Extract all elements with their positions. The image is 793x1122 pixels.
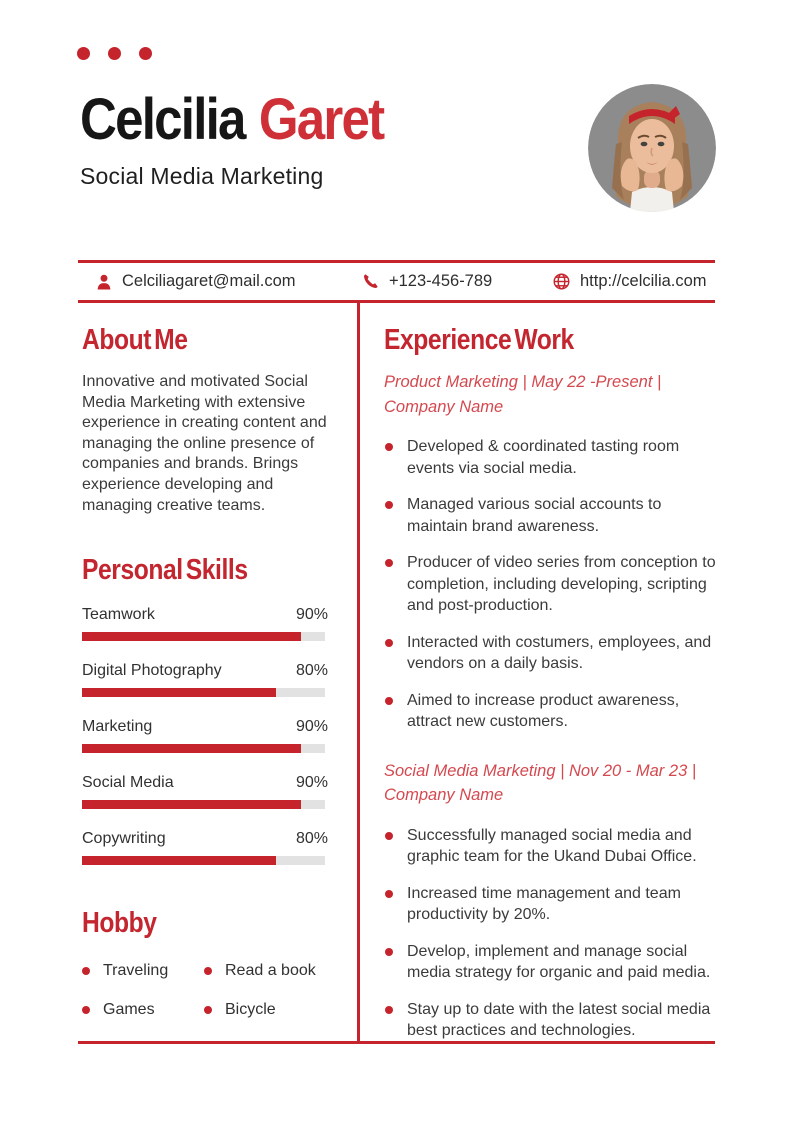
bullet-icon — [385, 443, 393, 451]
job-bullet — [384, 436, 720, 479]
bullet-icon — [385, 559, 393, 567]
bullet-text: Producer of video series from conception to completion, including developing, scripting and post-production. — [407, 554, 716, 614]
bullet-text: Developed & coordinated tasting room events via social media. — [407, 438, 680, 477]
column-divider — [357, 303, 360, 1041]
skill-label: Social Media — [82, 774, 174, 792]
bullet-icon — [385, 697, 393, 705]
hobby-label: Games — [103, 1001, 155, 1019]
skill-bar-fill — [82, 632, 301, 641]
job-bullet — [384, 494, 720, 537]
last-name: Garet — [258, 87, 384, 152]
bullet-icon — [82, 967, 90, 975]
skill-bar-track — [82, 856, 325, 865]
bullet-text: Managed various social accounts to maintain brand awareness. — [407, 496, 662, 535]
bullet-icon — [385, 832, 393, 840]
bullet-text: Aimed to increase product awareness, attract new customers. — [407, 691, 680, 730]
contact-website[interactable] — [552, 263, 707, 300]
job-bullet-list — [384, 436, 720, 733]
contact-bar — [78, 260, 715, 303]
bullet-text: Interacted with costumers, employees, and vendors on a daily basis. — [407, 633, 712, 672]
hobby-label: Read a book — [225, 962, 316, 980]
experience-entry — [384, 759, 720, 1042]
skill-value: 90% — [295, 718, 328, 736]
job-bullet — [384, 999, 720, 1042]
about-heading: About Me — [82, 324, 188, 356]
dot-icon — [77, 47, 90, 60]
skills-heading: Personal Skills — [82, 554, 248, 587]
bullet-text: Develop, implement and manage social media strategy for organic and paid media. — [407, 942, 711, 981]
about-text: Innovative and motivated Social Media Marketing with extensive experience in creating content and managing the online presence of companies and brands. Brings experience developing and managing creative teams. — [82, 373, 327, 514]
skill-bar-track — [82, 632, 325, 641]
phone-text: +123-456-789 — [389, 272, 493, 290]
job-subtitle: Social Media Marketing — [80, 162, 324, 189]
hobby-label: Traveling — [103, 962, 169, 980]
skill-row — [82, 718, 328, 753]
hobby-item — [204, 962, 328, 980]
person-icon — [94, 272, 113, 291]
resume-body — [78, 303, 715, 1044]
job-bullet-list — [384, 825, 720, 1042]
email-text: Celciliagaret@mail.com — [122, 272, 296, 290]
skill-bar-fill — [82, 744, 301, 753]
website-text: http://celcilia.com — [580, 272, 707, 290]
phone-icon — [361, 272, 380, 291]
bullet-icon — [204, 967, 212, 975]
skill-value: 90% — [295, 606, 328, 624]
bullet-text: Increased time management and team productivity by 20%. — [407, 884, 681, 923]
hobby-list — [82, 962, 328, 1019]
contact-email[interactable] — [94, 263, 296, 300]
skills-list — [82, 606, 328, 865]
job-bullet — [384, 632, 720, 675]
dot-icon — [108, 47, 121, 60]
hobby-heading: Hobby — [82, 907, 157, 940]
dot-icon — [139, 47, 152, 60]
job-title: Product Marketing | May 22 -Present | Company Name — [384, 373, 662, 416]
skill-value: 90% — [295, 774, 328, 792]
skill-label: Teamwork — [82, 606, 155, 624]
skill-label: Marketing — [82, 718, 153, 736]
skill-bar-fill — [82, 856, 276, 865]
skill-row — [82, 774, 328, 809]
profile-photo — [588, 84, 716, 212]
bullet-icon — [385, 948, 393, 956]
hobby-item — [82, 962, 204, 980]
skill-value: 80% — [295, 662, 328, 680]
skill-bar-fill — [82, 688, 276, 697]
experience-heading: Experience Work — [384, 324, 574, 356]
hobby-item — [82, 1001, 204, 1019]
hobby-label: Bicycle — [225, 1001, 276, 1019]
job-title: Social Media Marketing | Nov 20 - Mar 23 | Company Name — [384, 761, 697, 804]
job-bullet — [384, 825, 720, 868]
bullet-icon — [385, 501, 393, 509]
bullet-icon — [385, 1006, 393, 1014]
skill-row — [82, 662, 328, 697]
bullet-icon — [385, 639, 393, 647]
bullet-text: Stay up to date with the latest social media best practices and technologies. — [407, 1000, 711, 1039]
skill-bar-track — [82, 688, 325, 697]
portrait-illustration — [588, 84, 716, 212]
bullet-icon — [82, 1006, 90, 1014]
skill-row — [82, 606, 328, 641]
job-bullet — [384, 690, 720, 733]
job-bullet — [384, 883, 720, 926]
decorative-dots — [77, 47, 152, 60]
hobby-item — [204, 1001, 328, 1019]
job-bullet — [384, 941, 720, 984]
skill-value: 80% — [295, 830, 328, 848]
skill-bar-track — [82, 800, 325, 809]
header — [80, 87, 425, 190]
bullet-icon — [385, 890, 393, 898]
right-column — [384, 303, 720, 1057]
left-column — [82, 303, 328, 1019]
skill-bar-track — [82, 744, 325, 753]
experience-entry — [384, 370, 720, 733]
skill-label: Copywriting — [82, 830, 166, 848]
skill-label: Digital Photography — [82, 662, 222, 680]
bullet-text: Successfully managed social media and graphic team for the Ukand Dubai Office. — [407, 826, 697, 865]
skill-bar-fill — [82, 800, 301, 809]
job-bullet — [384, 552, 720, 617]
globe-icon — [552, 272, 571, 291]
skill-row — [82, 830, 328, 865]
contact-phone[interactable] — [361, 263, 492, 300]
bullet-icon — [204, 1006, 212, 1014]
person-name — [80, 87, 384, 152]
first-name: Celcilia — [80, 87, 259, 152]
